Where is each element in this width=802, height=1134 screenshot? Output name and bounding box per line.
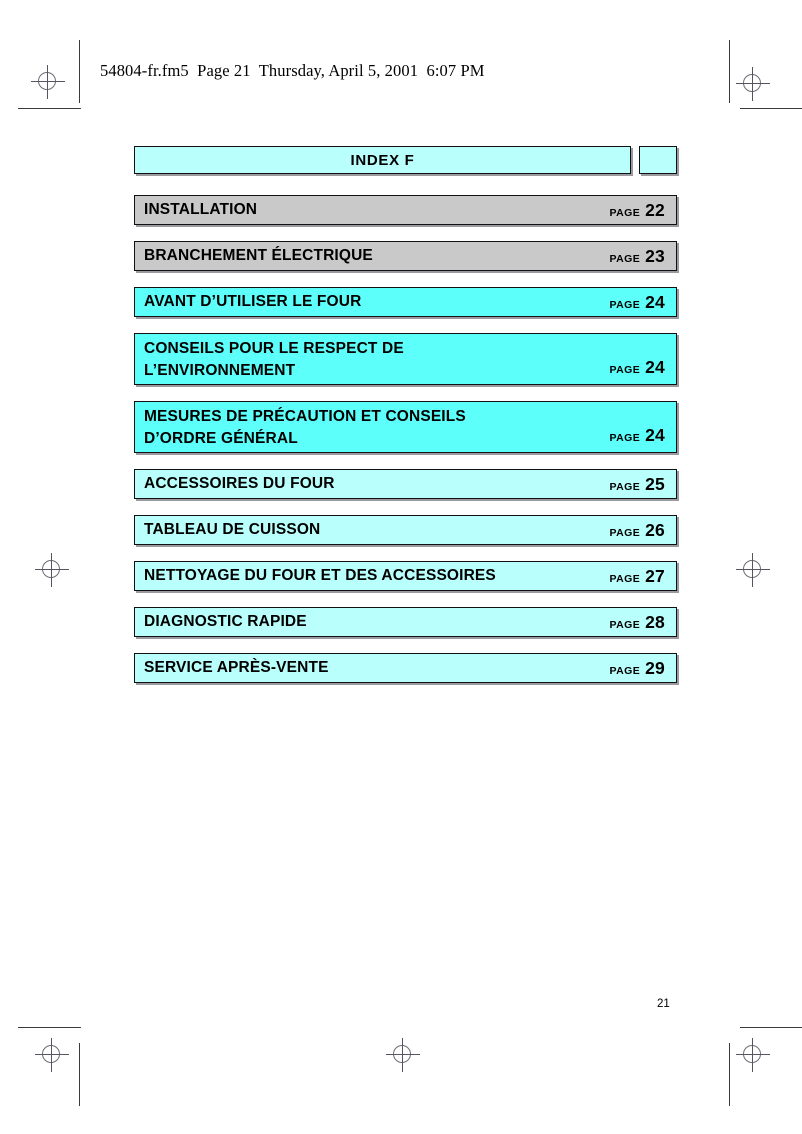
index-entry-label-line1: CONSEILS POUR LE RESPECT DE (144, 339, 404, 357)
index-entry-row[interactable] (134, 287, 677, 317)
index-entry-label (144, 402, 600, 452)
index-entry-page-word: PAGE (609, 298, 641, 311)
index-entry-page-ref (600, 246, 665, 267)
index-entry-page-ref (600, 200, 665, 221)
index-entry-page-number: 24 (645, 357, 665, 377)
registration-mark-bottom-right (736, 1038, 770, 1072)
index-entry-label-line1: TABLEAU DE CUISSON (144, 521, 321, 539)
index-entry-row[interactable] (134, 469, 677, 499)
index-entry-label-line2: D’ORDRE GÉNÉRAL (144, 429, 298, 447)
index-entry-label-line1: DIAGNOSTIC RAPIDE (144, 613, 307, 631)
index-entry-row[interactable] (134, 561, 677, 591)
index-title-bar (134, 146, 631, 174)
index-entry-label-line1: NETTOYAGE DU FOUR ET DES ACCESSOIRES (144, 567, 496, 585)
index-entry-label-line1: MESURES DE PRÉCAUTION ET CONSEILS (144, 407, 466, 425)
index-entry-label-line1: BRANCHEMENT ÉLECTRIQUE (144, 247, 373, 265)
index-entry-page-word: PAGE (609, 572, 641, 585)
index-entry-label-line1: ACCESSOIRES DU FOUR (144, 475, 335, 493)
index-entry-label-line1: INSTALLATION (144, 201, 258, 219)
index-entry-page-number: 24 (645, 425, 665, 445)
index-entry-row[interactable] (134, 401, 677, 453)
index-entry-page-ref (600, 292, 665, 313)
index-entry-page-number: 24 (645, 291, 665, 312)
registration-mark-top-right (736, 67, 770, 101)
crop-mark-bottom-left-vertical (79, 1043, 80, 1106)
registration-mark-middle-left (35, 553, 69, 587)
index-entry-row[interactable] (134, 515, 677, 545)
registration-mark-top-left (31, 65, 65, 99)
index-entry-label (144, 476, 600, 492)
index-entry-page-number: 23 (645, 245, 665, 266)
index-title-label: INDEX F (350, 151, 415, 169)
index-entry-label (144, 202, 600, 218)
index-entry-page-ref (600, 474, 665, 495)
index-entry-row[interactable] (134, 607, 677, 637)
crop-mark-top-left-horizontal (18, 108, 81, 109)
index-entry-page-ref (600, 612, 665, 633)
index-entry-label (144, 568, 600, 584)
index-entry-page-ref (600, 425, 665, 452)
index-entry-page-ref (600, 658, 665, 679)
index-entry-page-number: 27 (645, 565, 665, 586)
index-entry-row[interactable] (134, 241, 677, 271)
index-entry-page-number: 26 (645, 519, 665, 540)
crop-mark-top-right-vertical (729, 40, 730, 103)
index-entry-page-word: PAGE (609, 618, 641, 631)
crop-mark-bottom-right-horizontal (740, 1027, 802, 1028)
index-entry-row[interactable] (134, 195, 677, 225)
index-entry-page-number: 25 (645, 473, 665, 494)
index-entry-label-line2: L’ENVIRONNEMENT (144, 361, 296, 379)
crop-mark-top-left-vertical (79, 40, 80, 103)
index-entry-label (144, 248, 600, 264)
index-entry-page-ref (600, 357, 665, 384)
crop-mark-bottom-right-vertical (729, 1043, 730, 1106)
index-entry-page-ref (600, 566, 665, 587)
document-header-text: 54804-fr.fm5 Page 21 Thursday, April 5, 2001 6:07 PM (100, 61, 485, 80)
index-entry-page-word: PAGE (609, 364, 641, 376)
registration-mark-bottom-center (386, 1038, 420, 1072)
index-table (134, 146, 677, 699)
index-entry-page-word: PAGE (609, 664, 641, 677)
index-entry-page-number: 28 (645, 611, 665, 632)
index-entry-page-number: 22 (645, 199, 665, 220)
registration-mark-middle-right (736, 553, 770, 587)
index-entry-label (144, 660, 600, 676)
index-entry-row[interactable] (134, 333, 677, 385)
index-entry-row[interactable] (134, 653, 677, 683)
index-entry-label (144, 522, 600, 538)
index-entry-page-ref (600, 520, 665, 541)
index-entry-label (144, 334, 600, 384)
registration-mark-bottom-left (35, 1038, 69, 1072)
index-entry-page-number: 29 (645, 657, 665, 678)
index-entry-page-word: PAGE (609, 480, 641, 493)
index-entry-label-line1: AVANT D’UTILISER LE FOUR (144, 293, 362, 311)
index-entry-list (134, 195, 677, 683)
page-number: 21 (657, 998, 670, 1010)
index-entry-label-line1: SERVICE APRÈS-VENTE (144, 659, 329, 677)
index-entry-page-word: PAGE (609, 526, 641, 539)
index-title-side-tab (639, 146, 677, 174)
index-entry-page-word: PAGE (609, 432, 641, 444)
index-entry-label (144, 614, 600, 630)
index-entry-label (144, 294, 600, 310)
index-entry-page-word: PAGE (609, 206, 641, 219)
index-entry-page-word: PAGE (609, 252, 641, 265)
crop-mark-top-right-horizontal (740, 108, 802, 109)
index-title-row (134, 146, 677, 174)
crop-mark-bottom-left-horizontal (18, 1027, 81, 1028)
